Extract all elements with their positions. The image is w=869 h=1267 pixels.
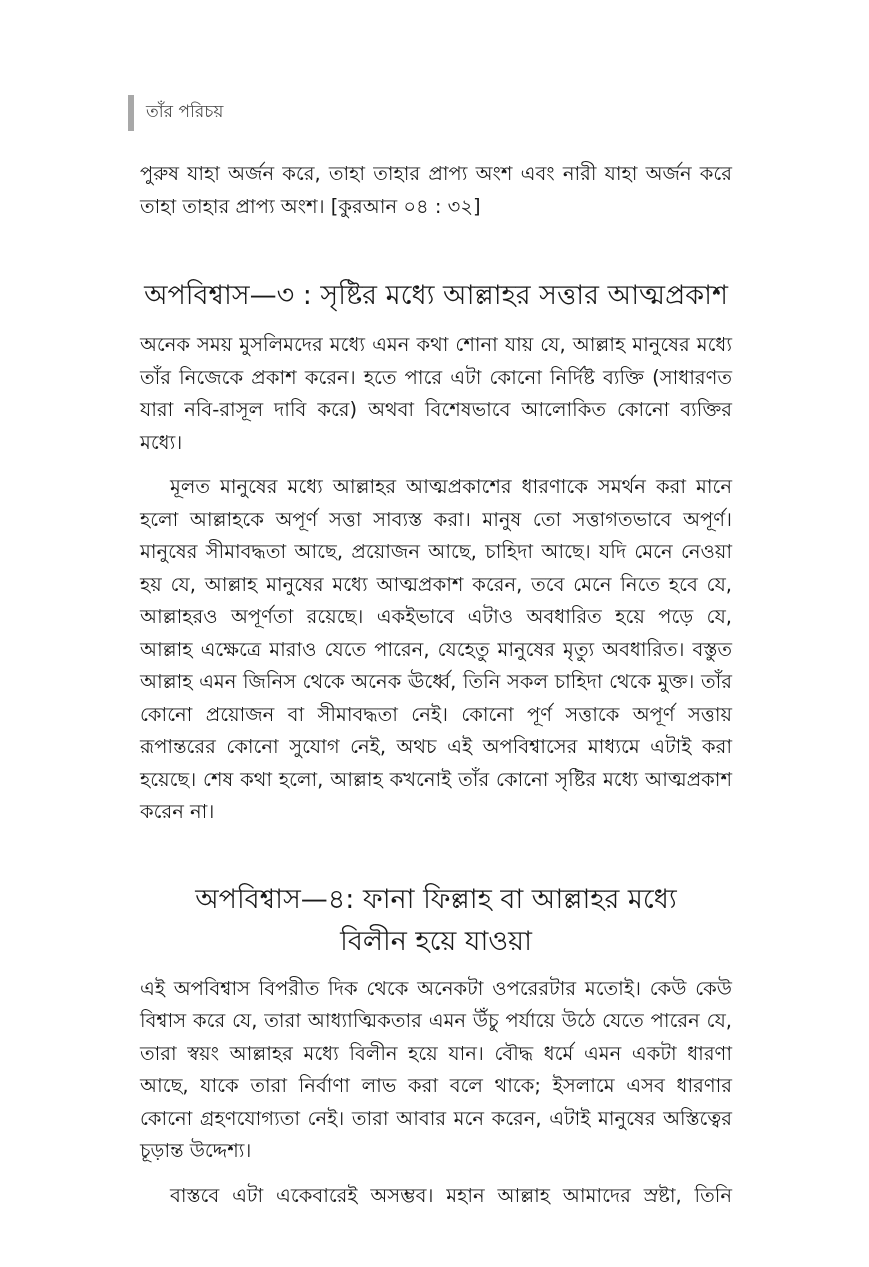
section-heading-4 <box>140 879 732 963</box>
paragraph: মূলত মানুষের মধ্যে আল্লাহর আত্মপ্রকাশের ধারণাকে সমর্থন করা মানে হলো আল্লাহকে অপূর্ণ সত্তা সাব্যস্ত করা। মানুষ তো সত্তাগতভাবে অপূর্ণ। মানুষের সীমাবদ্ধতা আছে, প্রয়োজন আছে, চাহিদা আছে। যদি মেনে নেওয়া হয় যে, আল্লাহ মানুষের মধ্যে আত্মপ্রকাশ করেন, তবে মেনে নিতে হবে যে, আল্লাহরও অপূর্ণতা রয়েছে। একইভাবে এটাও অবধারিত হয়ে পড়ে যে, আল্লাহ এক্ষেত্রে মারাও যেতে পারেন, যেহেতু মানুষের মৃত্যু অবধারিত। বস্তুত আল্লাহ এমন জিনিস থেকে অনেক ঊর্ধ্বে, তিনি সকল চাহিদা থেকে মুক্ত। তাঁর কোনো প্রয়োজন বা সীমাবদ্ধতা নেই। কোনো পূর্ণ সত্তাকে অপূর্ণ সত্তায় রূপান্তরের কোনো সুযোগ নেই, অথচ এই অপবিশ্বাসের মাধ্যমে এটাই করা হয়েছে। শেষ কথা হলো, আল্লাহ কখনোই তাঁর কোনো সৃষ্টির মধ্যে আত্মপ্রকাশ করেন না। <box>140 475 732 823</box>
heading-line: বিলীন হয়ে যাওয়া <box>340 925 532 957</box>
page-body <box>140 158 732 1212</box>
paragraph: অনেক সময় মুসলিমদের মধ্যে এমন কথা শোনা যায় যে, আল্লাহ মানুষের মধ্যে তাঁর নিজেকে প্রকাশ করেন। হতে পারে এটা কোনো নির্দিষ্ট ব্যক্তি (সাধারণত যারা নবি-রাসূল দাবি করে) অথবা বিশেষভাবে আলোকিত কোনো ব্যক্তির মধ্যে। <box>140 333 732 454</box>
paragraph: এই অপবিশ্বাস বিপরীত দিক থেকে অনেকটা ওপরেরটার মতোই। কেউ কেউ বিশ্বাস করে যে, তারা আধ্যাত্মিকতার এমন উঁচু পর্যায়ে উঠে যেতে পারেন যে, তারা স্বয়ং আল্লাহর মধ্যে বিলীন হয়ে যান। বৌদ্ধ ধর্মে এমন একটা ধারণা আছে, যাকে তারা নির্বাণা লাভ করা বলে থাকে; ইসলামে এসব ধারণার কোনো গ্রহণযোগ্যতা নেই। তারা আবার মনে করেন, এটাই মানুষের অস্তিত্বের চূড়ান্ত উদ্দেশ্য। <box>140 976 732 1162</box>
heading-line: অপবিশ্বাস—৪: ফানা ফিল্লাহ বা আল্লাহর মধ্যে <box>195 883 677 915</box>
running-head-text: তাঁর পরিচয় <box>146 102 224 122</box>
section-heading-3: অপবিশ্বাস—৩ : সৃষ্টির মধ্যে আল্লাহর সত্তার আত্মপ্রকাশ <box>144 280 728 311</box>
running-head <box>128 95 223 131</box>
paragraph: বাস্তবে এটা একেবারেই অসম্ভব। মহান আল্লাহ আমাদের স্রষ্টা, তিনি <box>170 1183 732 1207</box>
continued-paragraph: পুরুষ যাহা অর্জন করে, তাহা তাহার প্রাপ্য অংশ এবং নারী যাহা অর্জন করে তাহা তাহার প্রাপ্য অংশ। [কুরআন ০৪ : ৩২] <box>140 162 732 218</box>
